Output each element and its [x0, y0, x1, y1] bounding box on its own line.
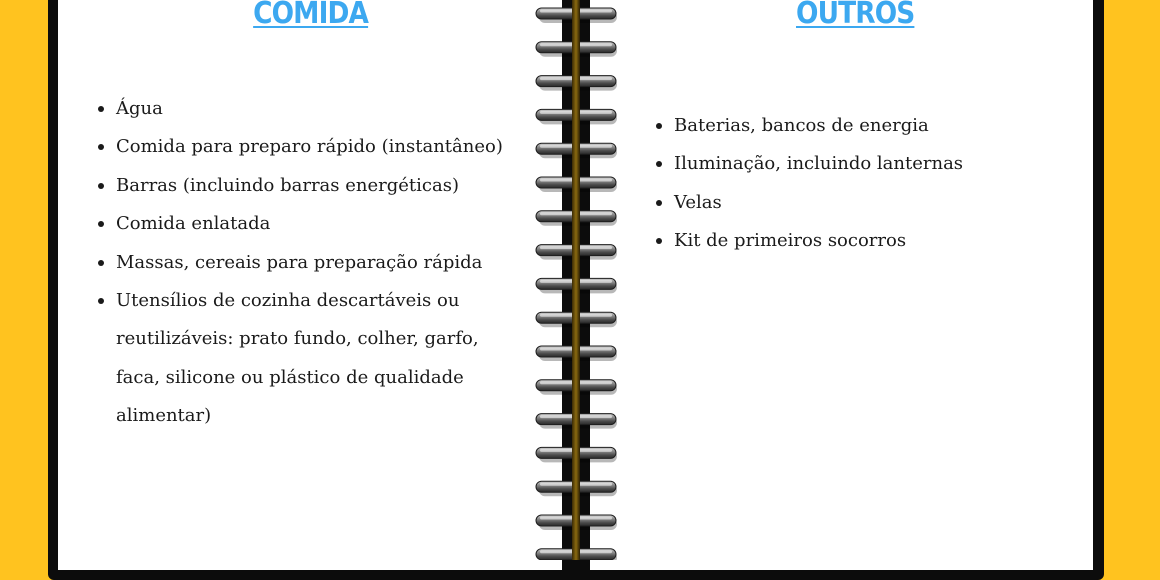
spiral-coil	[536, 340, 617, 362]
spiral-coils	[536, 2, 617, 560]
list-item: Baterias, bancos de energia	[656, 107, 1056, 145]
spiral-coil	[536, 103, 617, 125]
list-item: Iluminação, incluindo lanternas	[656, 145, 1056, 183]
spiral-coil	[536, 509, 617, 531]
spiral-coil	[536, 475, 617, 497]
spiral-coil	[536, 205, 617, 227]
list-item: Água	[98, 90, 523, 128]
right-column-title: OUTROS	[796, 0, 915, 31]
spiral-coil	[536, 408, 617, 430]
other-list	[656, 107, 1056, 261]
spiral-coil	[536, 374, 617, 396]
spiral-coil	[536, 441, 617, 463]
spiral-coil	[536, 70, 617, 92]
spiral-coil	[536, 306, 617, 328]
spiral-coil	[536, 272, 617, 294]
spiral-coil	[536, 2, 617, 24]
list-item: Kit de primeiros socorros	[656, 222, 1056, 260]
spiral-coil	[536, 137, 617, 159]
spiral-coil	[536, 36, 617, 58]
spiral-coil	[536, 543, 617, 560]
spiral-binding	[528, 0, 624, 560]
food-list	[98, 90, 523, 436]
spiral-coil	[536, 239, 617, 261]
list-item: Comida enlatada	[98, 205, 523, 243]
list-item: Barras (incluindo barras energéticas)	[98, 167, 523, 205]
list-item: Comida para preparo rápido (instantâneo)	[98, 128, 523, 166]
list-item: Utensílios de cozinha descartáveis ou reutilizáveis: prato fundo, colher, garfo, faca, silicone ou plástico de qualidade alimentar)	[98, 282, 523, 436]
list-item: Velas	[656, 184, 1056, 222]
list-item: Massas, cereais para preparação rápida	[98, 244, 523, 282]
spiral-coil	[536, 171, 617, 193]
left-column-title: COMIDA	[253, 0, 369, 31]
right-page	[590, 0, 1093, 570]
